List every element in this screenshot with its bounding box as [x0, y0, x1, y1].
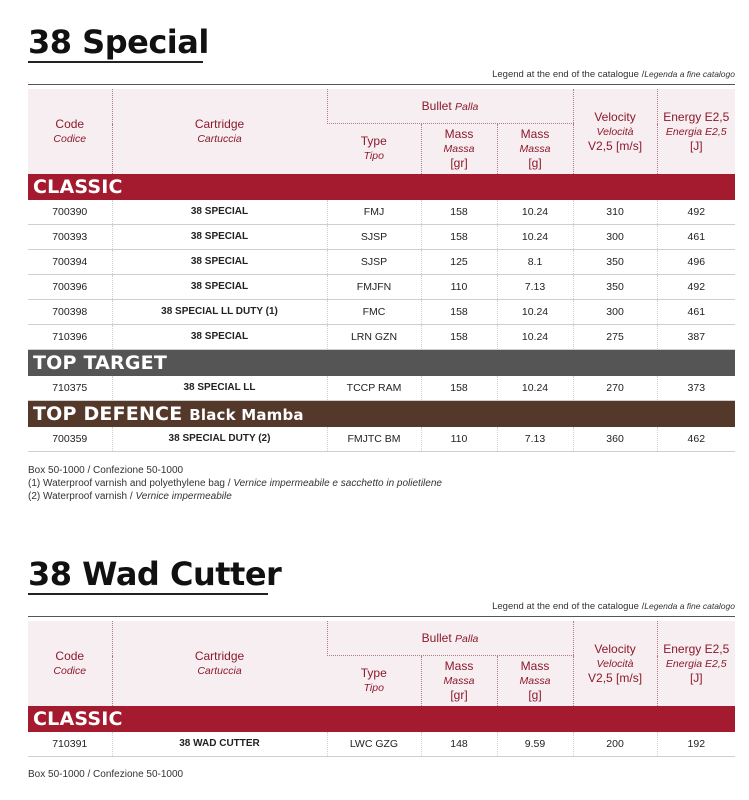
cell-mass-gr: 148	[421, 732, 497, 757]
band-label: TOP DEFENCE	[33, 402, 183, 425]
box-note: Box 50-1000 / Confezione 50-1000	[28, 769, 184, 780]
cell-cartridge: 38 SPECIAL	[112, 224, 327, 249]
cell-type: FMJTC BM	[327, 427, 421, 452]
table-row	[28, 732, 735, 757]
legend-rule	[28, 616, 735, 617]
legend-rule	[28, 84, 735, 85]
cell-velocity: 350	[573, 274, 657, 299]
cell-velocity: 200	[573, 732, 657, 757]
section-title-38-special: 38 Special	[28, 23, 209, 61]
cell-code: 710375	[28, 376, 112, 401]
table-row	[28, 249, 735, 274]
cell-cartridge: 38 WAD CUTTER	[112, 732, 327, 757]
cell-velocity: 300	[573, 299, 657, 324]
cell-code: 710396	[28, 324, 112, 349]
table-row	[28, 427, 735, 452]
cell-energy: 461	[657, 299, 735, 324]
cell-mass-g: 10.24	[497, 299, 573, 324]
cell-type: FMJFN	[327, 274, 421, 299]
section-title-38-wad-cutter: 38 Wad Cutter	[28, 555, 282, 593]
notes-section-1	[28, 464, 442, 503]
band-top-defence	[28, 400, 735, 427]
cell-mass-g: 8.1	[497, 249, 573, 274]
header-velocity: Velocity Velocità V2,5 [m/s]	[573, 621, 657, 706]
cell-energy: 192	[657, 732, 735, 757]
table-row	[28, 200, 735, 225]
table-row	[28, 299, 735, 324]
legend-note	[492, 69, 735, 80]
cell-mass-g: 7.13	[497, 427, 573, 452]
band-label: TOP TARGET	[33, 351, 168, 374]
header-mass-g: Mass Massa [g]	[497, 124, 573, 174]
header-mass-g: Mass Massa [g]	[497, 656, 573, 706]
legend-en: Legend at the end of the catalogue /	[492, 69, 645, 80]
header-mass-gr: Mass Massa [gr]	[421, 656, 497, 706]
legend-note: Legend at the end of the catalogue /Legenda a fine catalogo	[492, 601, 735, 612]
header-energy: Energy E2,5 Energia E2,5 [J]	[657, 621, 735, 706]
cell-code: 700396	[28, 274, 112, 299]
header-velocity: Velocity Velocità V2,5 [m/s]	[573, 89, 657, 174]
cell-type: SJSP	[327, 249, 421, 274]
table-row	[28, 324, 735, 349]
cell-velocity: 360	[573, 427, 657, 452]
box-note: Box 50-1000 / Confezione 50-1000	[28, 465, 184, 476]
cell-code: 700390	[28, 200, 112, 225]
cell-mass-gr: 158	[421, 299, 497, 324]
cell-code: 700394	[28, 249, 112, 274]
cell-energy: 461	[657, 224, 735, 249]
cell-energy: 373	[657, 376, 735, 401]
cell-mass-g: 9.59	[497, 732, 573, 757]
cell-mass-gr: 158	[421, 224, 497, 249]
cell-type: LWC GZG	[327, 732, 421, 757]
table-row	[28, 376, 735, 401]
cell-mass-gr: 110	[421, 274, 497, 299]
header-cartridge: Cartridge Cartuccia	[112, 89, 327, 174]
product-table-38-special	[28, 89, 735, 452]
cell-energy: 492	[657, 200, 735, 225]
cell-velocity: 270	[573, 376, 657, 401]
cell-mass-g: 10.24	[497, 200, 573, 225]
cell-code: 710391	[28, 732, 112, 757]
cell-type: LRN GZN	[327, 324, 421, 349]
legend-it: Legenda a fine catalogo	[644, 69, 735, 79]
cell-cartridge: 38 SPECIAL	[112, 249, 327, 274]
table-row	[28, 274, 735, 299]
band-classic: CLASSIC	[28, 706, 735, 732]
cell-cartridge: 38 SPECIAL	[112, 274, 327, 299]
cell-velocity: 275	[573, 324, 657, 349]
footnote-1: (1) Waterproof varnish and polyethylene bag / Vernice impermeabile e sacchetto in polietilene	[28, 478, 442, 489]
header-code: Code Codice	[28, 89, 112, 174]
cell-energy: 496	[657, 249, 735, 274]
cell-mass-gr: 110	[421, 427, 497, 452]
band-sublabel: Black Mamba	[189, 405, 304, 424]
band-top-target	[28, 349, 735, 376]
cell-cartridge: 38 SPECIAL DUTY (2)	[112, 427, 327, 452]
title-underline	[28, 61, 203, 63]
header-bullet: Bullet Palla	[327, 621, 573, 656]
cell-cartridge: 38 SPECIAL LL	[112, 376, 327, 401]
band-classic: CLASSIC	[28, 174, 735, 200]
cell-velocity: 300	[573, 224, 657, 249]
table-row	[28, 224, 735, 249]
header-mass-gr: Mass Massa [gr]	[421, 124, 497, 174]
header-energy: Energy E2,5 Energia E2,5 [J]	[657, 89, 735, 174]
cell-energy: 387	[657, 324, 735, 349]
cell-cartridge: 38 SPECIAL	[112, 324, 327, 349]
cell-mass-g: 7.13	[497, 274, 573, 299]
title-underline	[28, 593, 268, 595]
cell-mass-gr: 158	[421, 376, 497, 401]
cell-code: 700359	[28, 427, 112, 452]
cell-type: FMJ	[327, 200, 421, 225]
cell-cartridge: 38 SPECIAL	[112, 200, 327, 225]
footnote-2: (2) Waterproof varnish / Vernice impermeabile	[28, 491, 232, 502]
cell-mass-g: 10.24	[497, 376, 573, 401]
cell-code: 700393	[28, 224, 112, 249]
header-bullet: Bullet Palla	[327, 89, 573, 124]
cell-mass-g: 10.24	[497, 324, 573, 349]
cell-code: 700398	[28, 299, 112, 324]
header-code: Code Codice	[28, 621, 112, 706]
cell-mass-gr: 158	[421, 200, 497, 225]
cell-velocity: 350	[573, 249, 657, 274]
product-table-38-wad-cutter	[28, 621, 735, 757]
cell-cartridge: 38 SPECIAL LL DUTY (1)	[112, 299, 327, 324]
cell-type: SJSP	[327, 224, 421, 249]
cell-type: TCCP RAM	[327, 376, 421, 401]
header-type: Type Tipo	[327, 124, 421, 174]
cell-mass-gr: 125	[421, 249, 497, 274]
cell-energy: 492	[657, 274, 735, 299]
cell-mass-g: 10.24	[497, 224, 573, 249]
header-type: Type Tipo	[327, 656, 421, 706]
header-cartridge: Cartridge Cartuccia	[112, 621, 327, 706]
cell-energy: 462	[657, 427, 735, 452]
notes-section-2	[28, 768, 183, 781]
cell-type: FMC	[327, 299, 421, 324]
cell-mass-gr: 158	[421, 324, 497, 349]
cell-velocity: 310	[573, 200, 657, 225]
